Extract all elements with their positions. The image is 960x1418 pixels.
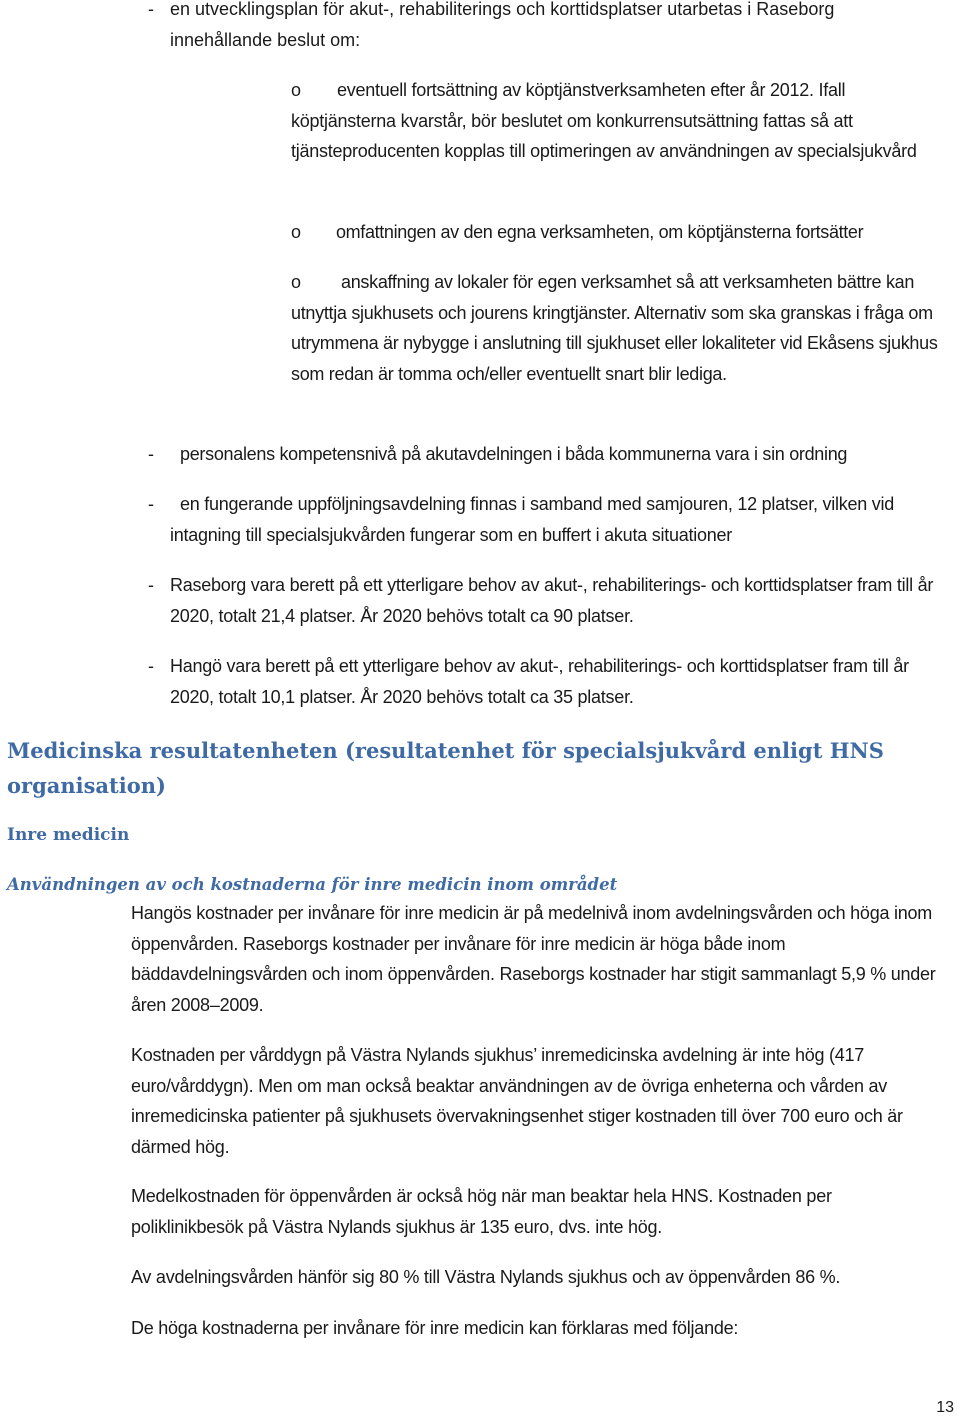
- subbullet-premises-text: anskaffning av lokaler för egen verksamhet så att verksamheten bättre kan utnyttja sjukhusets och jourens kringtjänster. Alternativ som ska granskas i fråga om utrymmena är nybygge i anslutning till sjukhuset eller lokaliteter vid Ekåsens sjukhus som redan är tomma och/eller eventuellt snart blir lediga.: [291, 272, 938, 384]
- subsection-heading: Inre medicin: [7, 825, 130, 845]
- circle-marker: o: [291, 222, 302, 242]
- bullet-hango-capacity: Hangö vara berett på ett ytterligare behov av akut-, rehabiliterings- och korttidsplatser fram till år 2020, totalt 10,1 platser. År 2020 behövs totalt ca 35 platser.: [170, 656, 909, 707]
- sub-subsection-heading: Användningen av och kostnaderna för inre medicin inom området: [7, 875, 618, 894]
- paragraph-costs-per-inhabitant: Hangös kostnader per invånare för inre medicin är på medelnivå inom avdelningsvården och höga inom öppenvården. Raseborgs kostnader per invånare för inre medicin är höga både inom bäddavdelningsvården och inom öppenvården. Raseborgs kostnader har stigit sammanlagt 5,9 % under åren 2008–2009.: [131, 903, 936, 1015]
- paragraph-ward-share: Av avdelningsvården hänför sig 80 % till Västra Nylands sjukhus och av öppenvården 86 %.: [131, 1267, 841, 1287]
- dash-marker: -: [148, 0, 154, 19]
- dash-marker: -: [148, 575, 154, 595]
- bullet-follow-up-ward: [170, 489, 930, 550]
- section-heading: Medicinska resultatenheten (resultatenhet för specialsjukvård enligt HNS organisation): [7, 738, 884, 798]
- subbullet-own-operations: omfattningen av den egna verksamheten, om köptjänsterna fortsätter: [336, 222, 864, 242]
- bullet-follow-up-ward-text: en fungerande uppföljningsavdelning finnas i samband med samjouren, 12 platser, vilken vid intagning till specialsjukvården fungerar som en buffert i akuta situationer: [170, 494, 894, 545]
- bullet-raseborg-capacity: Raseborg vara berett på ett ytterligare behov av akut-, rehabiliterings- och korttidsplatser fram till år 2020, totalt 21,4 platser. År 2020 behövs totalt ca 90 platser.: [170, 575, 934, 626]
- dash-marker: -: [148, 444, 154, 464]
- paragraph-cost-per-care-day: Kostnaden per vårddygn på Västra Nylands sjukhus’ inremedicinska avdelning är inte hög (417 euro/vårddygn). Men om man också beaktar användningen av de övriga enheterna och vården av inremedicinska patienter på sjukhusets övervakningsenhet stiger kostnaden till över 700 euro och är därmed hög.: [131, 1045, 903, 1157]
- subbullet-purchased-services: [291, 75, 951, 167]
- dash-marker: -: [148, 656, 154, 676]
- page-number: 13: [936, 1399, 954, 1416]
- paragraph-outpatient-cost: Medelkostnaden för öppenvården är också hög när man beaktar hela HNS. Kostnaden per poliklinikbesök på Västra Nylands sjukhus är 135 euro, dvs. inte hög.: [131, 1186, 832, 1237]
- circle-marker: o: [291, 272, 302, 292]
- subbullet-premises: [291, 267, 957, 389]
- dash-marker: -: [148, 494, 154, 514]
- subbullet-purchased-services-text: eventuell fortsättning av köptjänstverksamheten efter år 2012. Ifall köptjänsterna kvarstår, bör beslutet om konkurrensutsättning fattas så att tjänsteproducenten kopplas till optimeringen av användningen av specialsjukvård: [291, 80, 917, 161]
- paragraph-explanation-intro: De höga kostnaderna per invånare för inre medicin kan förklaras med följande:: [131, 1318, 739, 1338]
- bullet-development-plan: en utvecklingsplan för akut-, rehabiliterings och korttidsplatser utarbetas i Raseborg innehållande beslut om:: [170, 0, 835, 50]
- circle-marker: o: [291, 80, 302, 100]
- bullet-staff-competence: personalens kompetensnivå på akutavdelningen i båda kommunerna vara i sin ordning: [180, 444, 848, 464]
